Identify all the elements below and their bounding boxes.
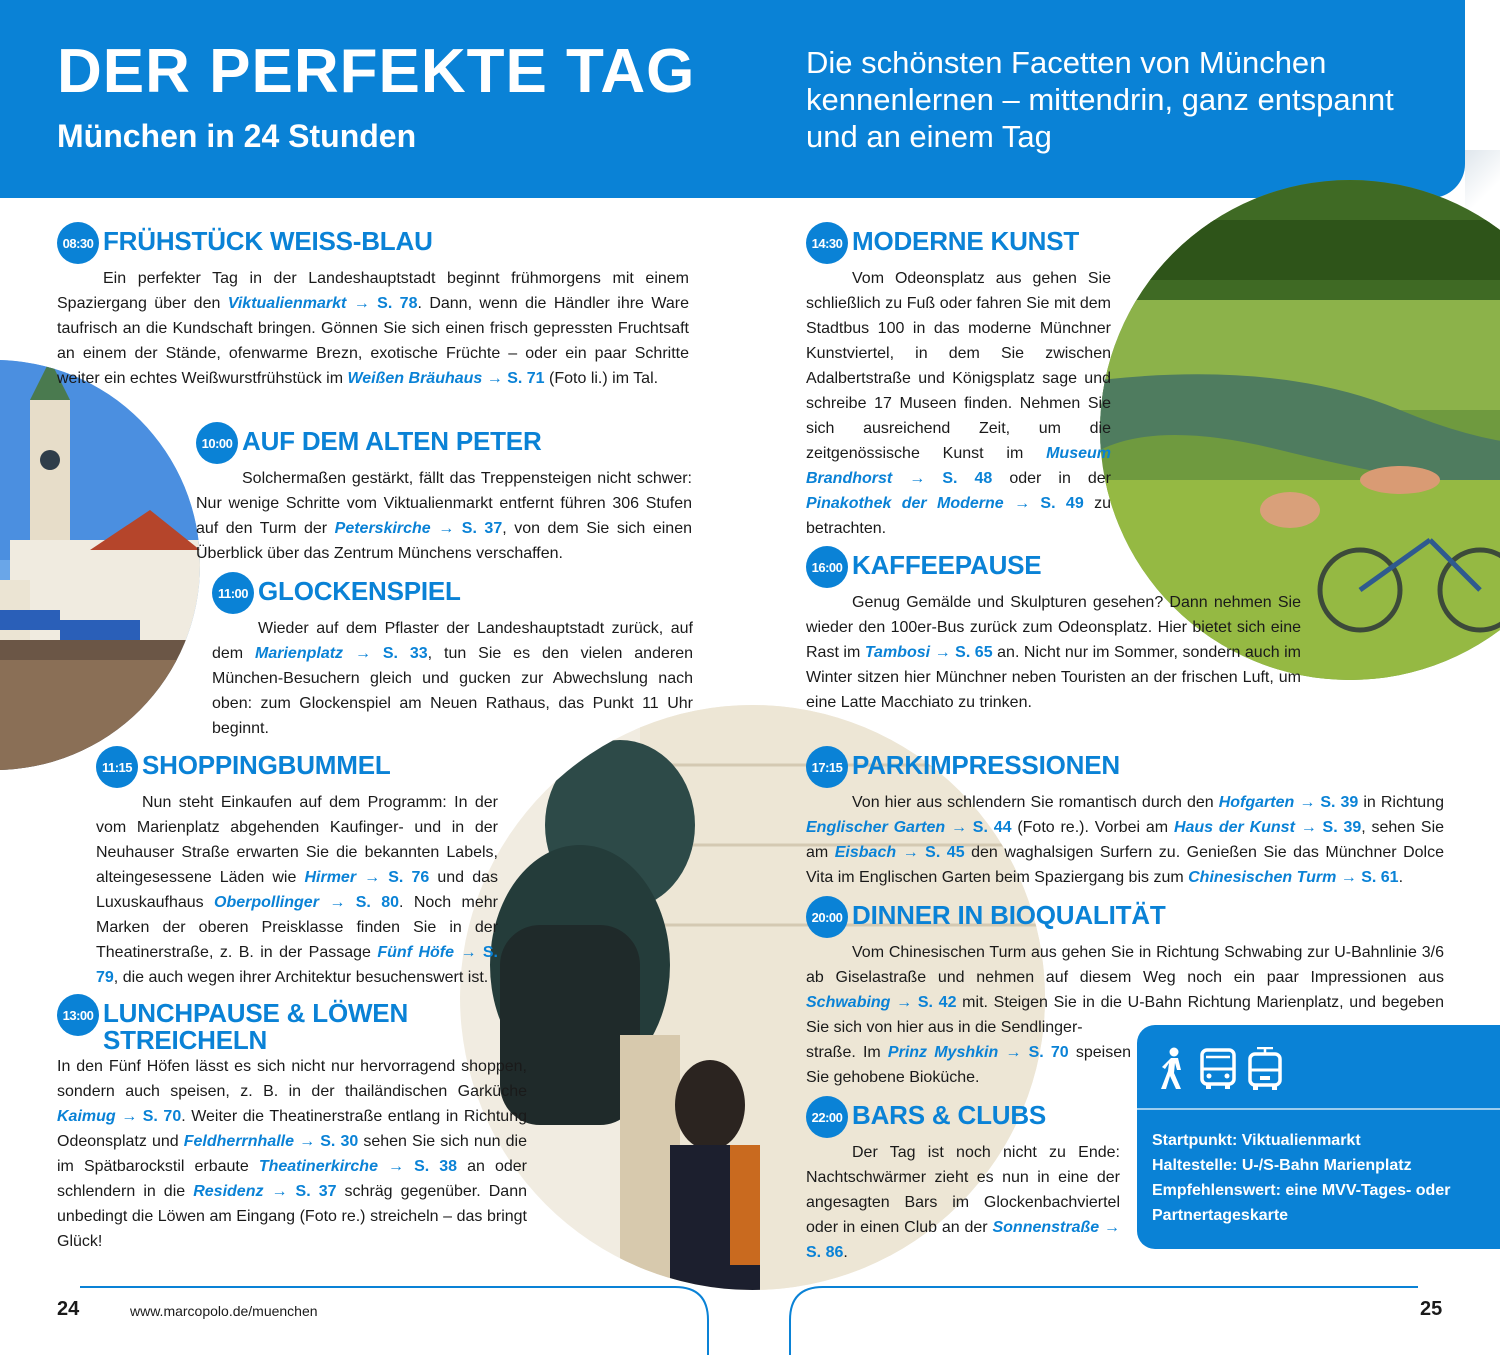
- link-hofgarten[interactable]: Hofgarten: [1218, 794, 1295, 811]
- body-text: Genug Gemälde und Skulpturen gesehen? Dann nehmen Sie wieder den 100er-Bus zurück zum Odeonsplatz. Hier bietet sich eine Rast im: [806, 594, 1301, 661]
- section-shoppingbummel: [96, 752, 498, 990]
- page-tagline: Die schönsten Facetten von München kennenlernen – mittendrin, ganz entspannt und an einem Tag: [806, 45, 1394, 154]
- section-title: [103, 1000, 408, 1054]
- page-ref[interactable]: → S. 70: [121, 1108, 182, 1125]
- section-title-line: LUNCHPAUSE & LÖWEN: [103, 998, 409, 1028]
- info-divider: [1137, 1108, 1500, 1110]
- body-text: In den Fünf Höfen lässt es sich nicht nur hervorragend shoppen, sondern auch speisen, z. B. in der thailändischen Garküche: [57, 1058, 527, 1100]
- link-residenz[interactable]: Residenz: [193, 1183, 264, 1200]
- section-title: AUF DEM ALTEN PETER: [242, 426, 542, 456]
- page-ref[interactable]: → S. 49: [1014, 495, 1084, 512]
- time-badge: 08:30: [57, 222, 99, 264]
- body-text: schräg gegenüber. Dann unbedingt die Löwen am Eingang (Foto re.) streicheln – das bringt Glück!: [57, 1183, 527, 1250]
- link-kaimug[interactable]: Kaimug: [57, 1108, 116, 1125]
- body-text: an oder schlendern in die: [57, 1158, 527, 1200]
- link-pinakothek-der-moderne[interactable]: Pinakothek der Moderne: [806, 495, 1004, 512]
- page-title: DER PERFEKTE TAG: [57, 37, 696, 106]
- body-text: . Dann, wenn die Händler ihre Ware taufrisch an die Kundschaft bringen. Gönnen Sie sich einen frisch gepressten Fruchtsaft an einem der Stände, ofenwarme Brezn, exotische Früchte – oder ein paar Schritte weiter ein echtes Weißwurstfrühstück im: [57, 295, 689, 387]
- body-text: .: [1398, 869, 1404, 886]
- page-ref[interactable]: → S. 44: [951, 819, 1012, 836]
- link-theatinerkirche[interactable]: Theatinerkirche: [258, 1158, 378, 1175]
- body-text: (Foto re.). Vorbei am: [1011, 819, 1174, 836]
- link-museum-brandhorst[interactable]: Museum Brandhorst: [806, 445, 1111, 487]
- link-sonnenstrasse[interactable]: Sonnenstraße: [992, 1219, 1100, 1236]
- section-title: BARS & CLUBS: [852, 1100, 1047, 1130]
- section-glockenspiel: [212, 578, 693, 741]
- page-ref[interactable]: → S. 76: [364, 869, 430, 886]
- page-number-right: 25: [1420, 1298, 1443, 1320]
- time-badge: 11:15: [96, 746, 138, 788]
- section-title: GLOCKENSPIEL: [258, 576, 461, 606]
- page-ref[interactable]: → S. 71: [486, 370, 545, 387]
- body-text: straße. Im: [806, 1044, 888, 1061]
- link-feldherrnhalle[interactable]: Feldherrnhalle: [183, 1133, 294, 1150]
- section-parkimpressionen: [806, 752, 1444, 890]
- body-text: , sehen Sie am: [806, 819, 1445, 861]
- link-marienplatz[interactable]: Marienplatz: [255, 645, 344, 662]
- link-eisbach[interactable]: Eisbach: [834, 844, 897, 861]
- time-badge: 22:00: [806, 1096, 848, 1138]
- page-ref[interactable]: → S. 45: [902, 844, 965, 861]
- page-ref[interactable]: → S. 86: [806, 1219, 1120, 1261]
- page-ref[interactable]: → S. 30: [299, 1133, 359, 1150]
- body-text: zu betrachten.: [806, 495, 1112, 537]
- body-text: Nun steht Einkaufen auf dem Programm: In der vom Marienplatz abgehenden Kaufinger- und in der Neuhauser Straße erwarten Sie die bekannten Labels, alteingesessene Läden wie: [96, 794, 498, 886]
- body-text: . Weiter die Theatinerstraße entlang in Richtung Odeonsplatz und: [57, 1108, 527, 1150]
- time-badge: 20:00: [806, 896, 848, 938]
- section-fruehstueck: [57, 228, 689, 391]
- page-ref[interactable]: → S. 70: [1005, 1044, 1069, 1061]
- link-tambosi[interactable]: Tambosi: [864, 644, 931, 661]
- walking-person-icon: [1155, 1047, 1193, 1091]
- page-subtitle: München in 24 Stunden: [57, 118, 417, 154]
- info-empfehlenswert: Empfehlenswert: eine MVV-Tages- oder: [1152, 1182, 1451, 1199]
- body-text: .: [843, 1244, 848, 1261]
- link-haus-der-kunst[interactable]: Haus der Kunst: [1173, 819, 1295, 836]
- body-text: mit. Steigen Sie in die U-Bahn Richtung Marienplatz, und begeben Sie sich von hier aus in die Sendlinger-: [806, 994, 1444, 1036]
- body-text: den waghalsigen Surfern zu. Genießen Sie das Münchner Dolce Vita im Englischen Garten beim Spaziergang bis zum: [806, 844, 1445, 886]
- section-title: SHOPPINGBUMMEL: [142, 750, 391, 780]
- body-text: Ein perfekter Tag in der Landeshauptstadt beginnt frühmorgens mit einem Spaziergang über den: [57, 270, 689, 312]
- page-ref[interactable]: → S. 42: [896, 994, 957, 1011]
- page-ref[interactable]: → S. 39: [1299, 794, 1359, 811]
- body-text: speisen Sie gehobene Bioküche.: [806, 1044, 1132, 1086]
- body-text: an. Nicht nur im Sommer, sondern auch im Winter sitzen hier Münchner neben Touristen an der frischen Luft, um eine Latte Macchiato zu trinken.: [806, 644, 1302, 711]
- section-moderne-kunst: [806, 228, 1116, 541]
- info-empfehlenswert-cont: Partnertageskarte: [1152, 1207, 1289, 1224]
- link-schwabing[interactable]: Schwabing: [806, 994, 891, 1011]
- footer-url[interactable]: www.marcopolo.de/muenchen: [130, 1303, 318, 1319]
- body-text: , die auch wegen ihrer Architektur besuchenswert ist.: [113, 969, 489, 986]
- body-text: Vom Odeonsplatz aus gehen Sie schließlich zu Fuß oder fahren Sie mit dem Stadtbus 100 in das moderne Münchner Kunstviertel, in dem Sie zwischen Adalbertstraße und Königsplatz sage und schreibe 17 Museen finden. Nehmen Sie sich ausreichend Zeit, um die zeitgenössische Kunst im: [806, 270, 1111, 462]
- body-text: Solchermaßen gestärkt, fällt das Treppensteigen nicht schwer: Nur wenige Schritte vom Viktualienmarkt entfernt führen 306 Stufen auf den Turm der: [196, 470, 692, 537]
- body-text: in Richtung: [1358, 794, 1445, 811]
- body-text: und das Luxuskaufhaus: [96, 869, 498, 911]
- time-badge: 13:00: [57, 994, 99, 1036]
- tram-icon: [1245, 1047, 1285, 1091]
- bus-icon: [1198, 1047, 1238, 1091]
- section-title: MODERNE KUNST: [852, 226, 1080, 256]
- section-title: KAFFEEPAUSE: [852, 550, 1042, 580]
- page-ref[interactable]: → S. 78: [353, 295, 418, 312]
- page-ref[interactable]: → S. 65: [934, 644, 993, 661]
- page-ref[interactable]: → S. 37: [438, 520, 503, 537]
- info-startpunkt: Startpunkt: Viktualienmarkt: [1152, 1132, 1361, 1149]
- time-badge: 10:00: [196, 422, 238, 464]
- page-ref[interactable]: → S. 37: [271, 1183, 337, 1200]
- time-badge: 14:30: [806, 222, 848, 264]
- link-englischer-garten[interactable]: Englischer Garten: [806, 819, 946, 836]
- section-title: PARKIMPRESSIONEN: [852, 750, 1120, 780]
- time-badge: 11:00: [212, 572, 254, 614]
- link-oberpollinger[interactable]: Oberpollinger: [214, 894, 319, 911]
- page-ref[interactable]: → S. 80: [329, 894, 399, 911]
- body-text: Von hier aus schlendern Sie romantisch durch den: [852, 794, 1219, 811]
- section-title: FRÜHSTÜCK WEISS-BLAU: [103, 226, 433, 256]
- body-text: sehen Sie sich nun die im Spätbarockstil erbaute: [57, 1133, 528, 1175]
- body-text: . Noch mehr Marken der oberen Preisklasse finden Sie in der Theatinerstraße, z. B. in der Passage: [96, 894, 499, 961]
- page-ref[interactable]: → S. 39: [1300, 819, 1362, 836]
- page-ref[interactable]: → S. 48: [909, 470, 993, 487]
- link-hirmer[interactable]: Hirmer: [304, 869, 357, 886]
- section-title-line: STREICHELN: [103, 1025, 268, 1055]
- info-haltestelle: Haltestelle: U-/S-Bahn Marienplatz: [1152, 1157, 1412, 1174]
- link-weissen-braeuhaus[interactable]: Weißen Bräuhaus: [347, 370, 483, 387]
- photo-church-viktualienmarkt: [0, 360, 200, 770]
- body-text: Der Tag ist noch nicht zu Ende: Nachtschwärmer zieht es nun in eine der angesagten Bars im Glockenbachviertel oder in einen Club an der: [806, 1144, 1120, 1236]
- section-kaffeepause: [806, 552, 1306, 715]
- section-title: DINNER IN BIOQUALITÄT: [852, 900, 1166, 930]
- page-ref[interactable]: → S. 33: [354, 645, 428, 662]
- link-peterskirche[interactable]: Peterskirche: [334, 520, 431, 537]
- page-ref[interactable]: → S. 38: [388, 1158, 458, 1175]
- section-alter-peter: [196, 428, 692, 566]
- section-lunchpause: [57, 1000, 527, 1254]
- time-badge: 17:15: [806, 746, 848, 788]
- body-text: oder in der: [992, 470, 1111, 487]
- link-viktualienmarkt[interactable]: Viktualienmarkt: [227, 295, 347, 312]
- body-text: , von dem Sie sich einen Überblick über das Zentrum Münchens verschaffen.: [196, 520, 692, 562]
- page-ref[interactable]: → S. 61: [1340, 869, 1399, 886]
- body-text: Vom Chinesischen Turm aus gehen Sie in Richtung Schwabing zur U-Bahnlinie 3/6 ab Giselastraße und nehmen auf diesem Weg noch ein paar Impressionen aus: [806, 944, 1444, 986]
- body-text: , tun Sie es den vielen anderen München-Besuchern gleich und gucken zur Abwechslung nach oben: zum Glockenspiel am Neuen Rathaus, das Punkt 11 Uhr beginnt.: [212, 645, 693, 737]
- body-text: Wieder auf dem Pflaster der Landeshauptstadt zurück, auf dem: [212, 620, 693, 662]
- page-number-left: 24: [57, 1298, 80, 1320]
- body-text: (Foto li.) im Tal.: [544, 370, 659, 387]
- link-chinesischer-turm[interactable]: Chinesischen Turm: [1188, 869, 1337, 886]
- link-prinz-myshkin[interactable]: Prinz Myshkin: [887, 1044, 999, 1061]
- page-ref[interactable]: → S. 79: [96, 944, 498, 986]
- link-fuenf-hoefe[interactable]: Fünf Höfe: [377, 944, 455, 961]
- time-badge: 16:00: [806, 546, 848, 588]
- page-fold-corner: [1465, 150, 1500, 210]
- section-bars-clubs: [806, 1102, 1120, 1265]
